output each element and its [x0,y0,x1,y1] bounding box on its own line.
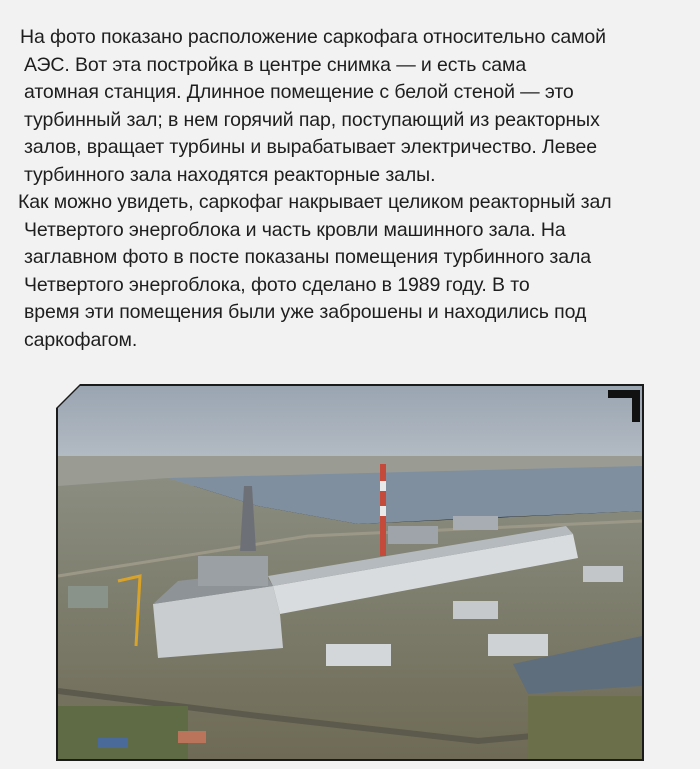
text-line: залов, вращает турбины и вырабатывает электричество. Левее [24,136,598,158]
text-line: АЭС. Вот эта постройка в центре снимка — и есть сама [24,53,527,76]
text-line: атомная станция. Длинное помещение с белой стеной — это [24,81,574,103]
building [68,586,108,608]
text-line: Четвертого энергоблока и часть кровли машинного зала. На [24,218,566,241]
article-text [14,24,694,354]
building [583,566,623,582]
building [326,644,391,666]
text-line: турбинный зал; в нем горячий пар, поступающий из реакторных [24,108,600,131]
text-line: турбинного зала находятся реакторные залы. [24,163,436,186]
aerial-photo-drawing [58,386,642,759]
aerial-photo [58,386,642,759]
paragraph-1 [14,24,694,189]
vegetation [528,696,642,759]
vent-stack-band [380,506,386,516]
corner-bracket-icon [606,388,642,424]
building [98,738,128,748]
vegetation [58,706,188,759]
building [178,731,206,743]
text-line: заглавном фото в посте показаны помещения турбинного зала [24,246,591,268]
building [488,634,548,656]
paragraph-2 [14,189,694,354]
building [453,601,498,619]
text-line: Как можно увидеть, саркофаг накрывает целиком реакторный зал [18,191,612,213]
text-line: Четвертого энергоблока, фото сделано в 1989 году. В то [24,273,530,296]
building [388,526,438,544]
text-line: саркофагом. [24,328,138,351]
text-line: время эти помещения были уже заброшены и находились под [24,301,587,323]
text-line: На фото показано расположение саркофага относительно самой [20,26,606,48]
reactor-block [198,556,268,586]
building [453,516,498,530]
vent-stack-band [380,481,386,491]
photo-frame [56,384,644,761]
